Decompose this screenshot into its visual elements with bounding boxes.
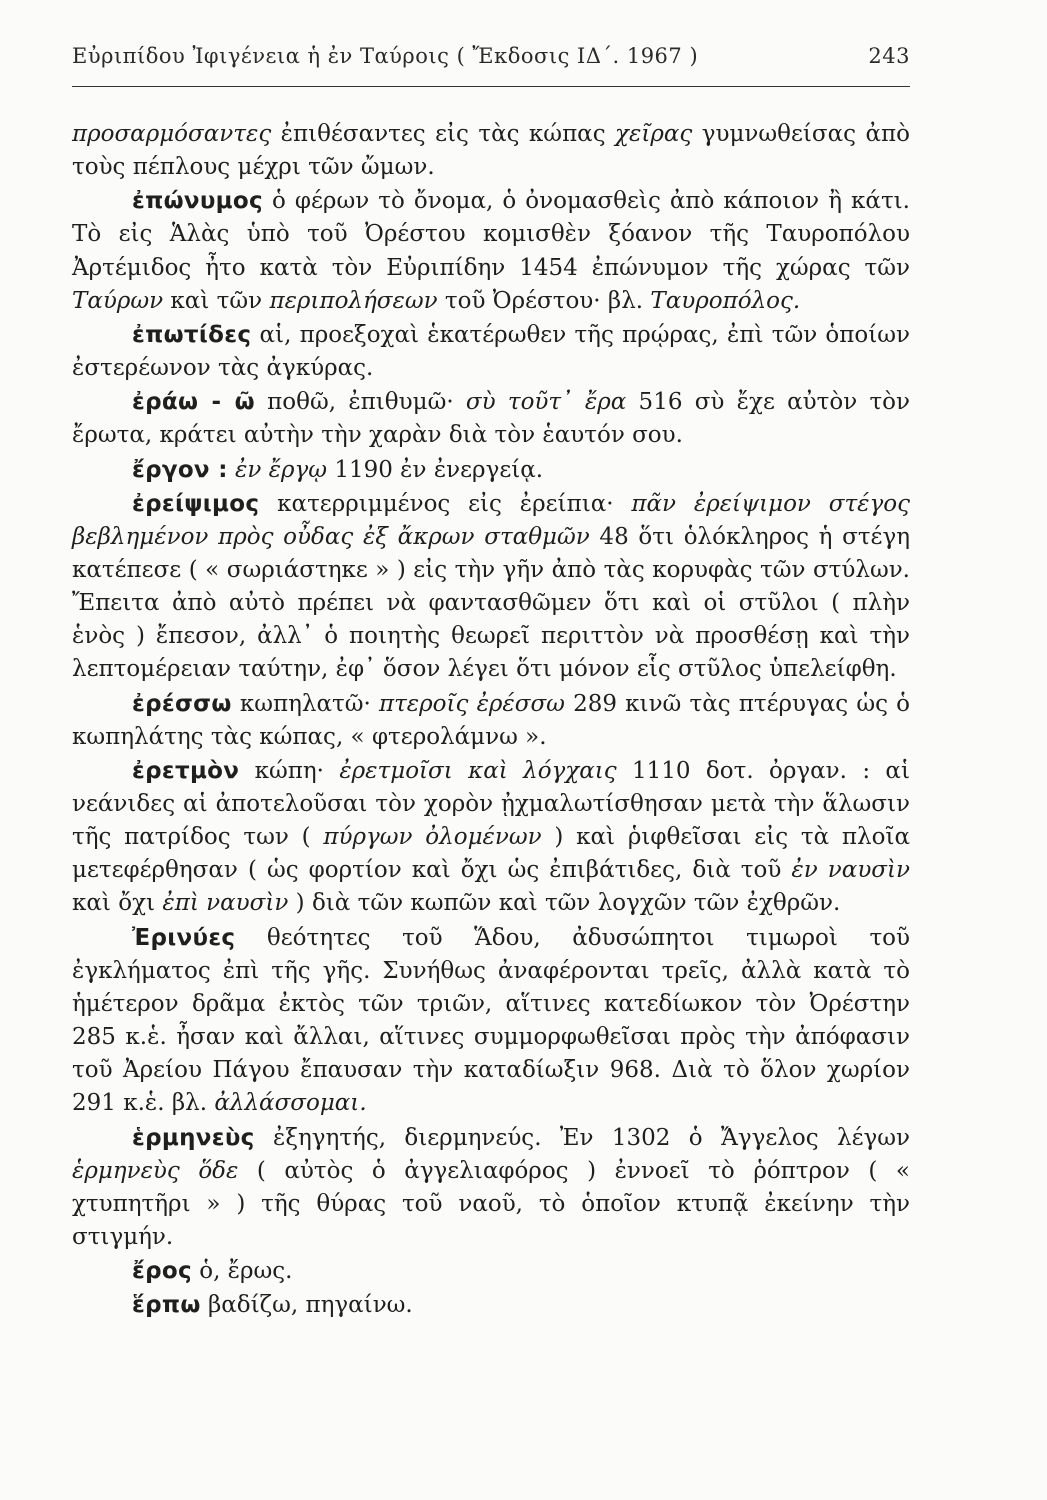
glossary-entry [72, 922, 910, 1121]
entry-citation: ἐν ναυσὶν [791, 857, 910, 884]
entry-definition-text: ὁ, ἔρως. [191, 1258, 293, 1285]
glossary-entry [72, 1122, 910, 1254]
glossary-entry [72, 1255, 910, 1288]
glossary-body [72, 118, 910, 1324]
entry-definition-text: 1110 δοτ. ὀργαν. : αἱ νεάνιδες αἱ ἀποτελοῦσαι τὸν χορὸν ᾐχμαλωτίσθησαν μετὰ τὴν ἅλωσιν τῆς πατρίδος των ( [72, 758, 910, 851]
entry-definition-text: 516 σὺ ἔχε αὐτὸν τὸν ἔρωτα, κράτει αὐτὴν τὴν χαρὰν διὰ τὸν ἑαυτόν σου. [72, 389, 911, 449]
glossary-entry [72, 185, 910, 317]
entry-headword: ἐράω - ῶ [132, 389, 255, 416]
entry-definition-text: 48 ὅτι ὁλόκληρος ἡ στέγη κατέπεσε ( « σωριάστηκε » ) εἰς τὴν γῆν ἀπὸ τὰς κορυφὰς τῶν στύλων. Ἔπειτα ἀπὸ αὐτὸ πρέπει νὰ φαντασθῶμεν ὅτι καὶ οἱ στῦλοι ( πλὴν ἑνὸς ) ἔπεσον, ἀλλ᾽ ὁ ποιητὴς θεωρεῖ περιττὸν νὰ προσθέσῃ καὶ τὴν λεπτομέρειαν ταύτην, ἐφ᾽ ὅσον λέγει ὅτι μόνον εἷς στῦλος ὑπελείφθη. [72, 524, 910, 683]
entry-definition-text [228, 457, 235, 483]
entry-citation: προσαρμόσαντες [72, 121, 272, 147]
entry-citation: πύργων ὀλομένων [323, 824, 542, 851]
entry-definition-text: ( αὐτὸς ὁ ἀγγελιαφόρος ) ἐννοεῖ τὸ ῥόπτρον ( « χτυπητῆρι » ) τῆς θύρας τοῦ ναοῦ, τὸ ὁποῖον κτυπᾷ ἐκείνην τὴν στιγμήν. [72, 1157, 910, 1250]
entry-headword: ἕρπω [132, 1292, 201, 1319]
entry-citation: σὺ τοῦτ᾽ ἔρα [465, 389, 627, 416]
entry-definition-text: τοῦ Ὀρέστου· βλ. [437, 287, 651, 314]
entry-headword: ἐπώνυμος [132, 188, 263, 215]
glossary-entry [72, 319, 910, 385]
glossary-entry [72, 488, 910, 687]
glossary-entry [72, 1289, 910, 1322]
entry-headword: ἐπωτίδες [132, 321, 252, 348]
glossary-entry [72, 454, 910, 487]
page-number: 243 [868, 44, 910, 68]
entry-definition-text: θεότητες τοῦ Ἅδου, ἀδυσώπητοι τιμωροὶ τοῦ ἐγκλήματος ἐπὶ τῆς γῆς. Συνήθως ἀναφέρονται τρεῖς, ἀλλὰ κατὰ τὸ ἡμέτερον δρᾶμα ἐκτὸς τῶν τριῶν, αἵτινες κατεδίωκον τὸν Ὀρέστην 285 κ.ἑ. ἦσαν καὶ ἄλλαι, αἵτινες συμμορφωθεῖσαι πρὸς τὴν ἀπόφασιν τοῦ Ἀρείου Πάγου ἔπαυσαν τὴν καταδίωξιν 968. Διὰ τὸ ὅλον χωρίον 291 κ.ἑ. βλ. [72, 924, 910, 1117]
entry-citation: χεῖρας [615, 121, 693, 147]
entry-citation: Ταύρων [72, 287, 164, 314]
entry-citation: ἀλλάσσομαι. [214, 1090, 367, 1117]
entry-definition-text: ἐξηγητής, διερμηνεύς. Ἐν 1302 ὁ Ἄγγελος λέγων [254, 1124, 910, 1151]
entry-definition-text: κωπηλατῶ· [231, 690, 379, 717]
entry-definition-text: γυμνωθείσας ἀπὸ τοὺς πέπλους μέχρι τῶν ὤμων. [72, 121, 910, 181]
entry-headword: ἐρετμὸν [132, 758, 240, 785]
running-title: Εὐριπίδου Ἰφιγένεια ἡ ἐν Ταύροις ( Ἔκδοσις ΙΔ΄. 1967 ) [72, 44, 699, 68]
entry-citation: ἑρμηνεὺς ὅδε [72, 1157, 239, 1184]
entry-definition-text: καὶ τῶν [163, 287, 270, 314]
entry-citation: Ταυροπόλος. [650, 287, 801, 314]
entry-definition-text: ποθῶ, ἐπιθυμῶ· [254, 389, 466, 416]
entry-citation: πτεροῖς ἐρέσσω [378, 690, 565, 717]
entry-headword: ἔργον : [132, 456, 228, 483]
glossary-entry [72, 688, 910, 754]
header-rule [72, 86, 910, 87]
entry-definition-text: καὶ ὄχι [72, 890, 163, 917]
entry-definition-text: 1190 ἐν ἐνεργείᾳ. [327, 456, 544, 483]
entry-citation: ἐν ἔργῳ [235, 456, 328, 483]
entry-definition-text: ) καὶ ῥιφθεῖσαι εἰς τὰ πλοῖα μετεφέρθησαν ( ὡς φορτίον καὶ ὄχι ὡς ἐπιβάτιδες, διὰ τοῦ [72, 824, 910, 884]
entry-citation: ἐπὶ ναυσὶν [162, 890, 289, 917]
entry-definition-text: αἱ, προεξοχαὶ ἑκατέρωθεν τῆς πρῴρας, ἐπὶ τῶν ὁποίων ἐστερέωνον τὰς ἀγκύρας. [72, 321, 910, 382]
entry-citation: πᾶν ἐρείψιμον στέγος βεβλημένον πρὸς οὖδας ἐξ ἄκρων σταθμῶν [72, 490, 910, 551]
entry-definition-text: ) διὰ τῶν κωπῶν καὶ τῶν λογχῶν τῶν ἐχθρῶν. [288, 890, 841, 917]
entry-headword: ἑρμηνεὺς [132, 1124, 255, 1151]
entry-headword: ἐρείψιμος [132, 490, 260, 517]
entry-definition-text: ὁ φέρων τὸ ὄνομα, ὁ ὀνομασθεὶς ἀπὸ κάποιον ἢ κάτι. Τὸ εἰς Ἁλὰς ὑπὸ τοῦ Ὀρέστου κομισθὲν ξόανον τῆς Ταυροπόλου Ἀρτέμιδος ἦτο κατὰ τὸν Εὐριπίδην 1454 ἐπώνυμον τῆς χώρας τῶν [72, 188, 910, 281]
glossary-entry [72, 386, 910, 452]
page-header [72, 38, 910, 78]
entry-headword: ἔρος [132, 1258, 192, 1285]
entry-definition-text: βαδίζω, πηγαίνω. [200, 1292, 413, 1319]
entry-definition-text: κώπη· [239, 758, 340, 785]
entry-headword: Ἐρινύες [132, 924, 236, 951]
entry-citation: ἐρετμοῖσι καὶ λόγχαις [339, 758, 617, 785]
entry-citation: περιπολήσεων [269, 287, 438, 314]
entry-definition-text: κατερριμμένος εἰς ἐρείπια· [259, 490, 632, 517]
entry-definition-text: 289 κινῶ τὰς πτέρυγας ὡς ὁ κωπηλάτης τὰς κώπας, « φτερολάμνω ». [72, 690, 911, 750]
entry-definition-text: ἐπιθέσαντες εἰς τὰς κώπας [271, 121, 616, 147]
glossary-entry [72, 755, 910, 920]
glossary-entry [72, 118, 910, 184]
entry-headword: ἐρέσσω [132, 690, 232, 717]
